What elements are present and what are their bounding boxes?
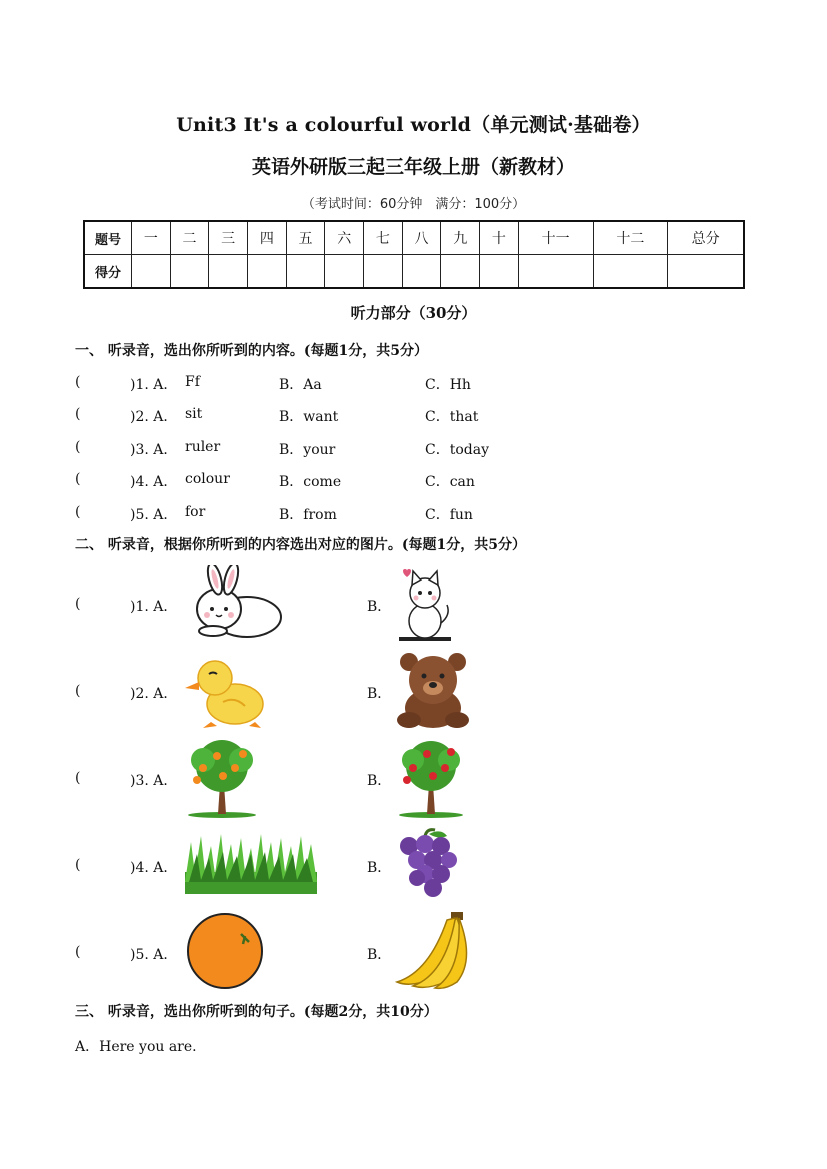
score-cell[interactable] [325, 255, 364, 289]
grass-icon[interactable] [185, 832, 317, 894]
score-col-3: 三 [209, 221, 248, 255]
score-cell[interactable] [402, 255, 441, 289]
paren-open: ( [75, 406, 81, 422]
option-b-label: B． [367, 860, 392, 876]
paren-open: ( [75, 596, 81, 612]
section3-heading: 三、 听录音，选出你所听到的句子。(每题2分，共10分） [75, 1004, 438, 1020]
score-cell[interactable] [248, 255, 287, 289]
score-col-total: 总分 [668, 221, 744, 255]
page-title: Unit3 It's a colourful world（单元测试·基础卷） [176, 114, 651, 136]
score-col-2: 二 [170, 221, 209, 255]
cat-icon[interactable] [397, 565, 453, 643]
option-b[interactable]: B．your [279, 442, 336, 458]
score-cell[interactable] [364, 255, 403, 289]
option-b[interactable]: B．want [279, 409, 339, 425]
section1-heading: 一、 听录音，选出你所听到的内容。(每题1分，共5分） [75, 343, 428, 359]
score-table [83, 220, 745, 289]
page-subtitle: 英语外研版三起三年级上册（新教材） [251, 156, 575, 178]
score-cell[interactable] [518, 255, 593, 289]
paren-open: ( [75, 504, 81, 520]
banana-icon[interactable] [393, 912, 475, 990]
paren-open: ( [75, 944, 81, 960]
score-col-7: 七 [364, 221, 403, 255]
s2-question-1 [75, 565, 675, 645]
option-b-label: B． [367, 773, 392, 789]
bear-icon[interactable] [393, 652, 473, 730]
score-col-12: 十二 [593, 221, 668, 255]
score-col-9: 九 [441, 221, 480, 255]
question-number: )3. A． [130, 773, 178, 789]
score-cell[interactable] [668, 255, 744, 289]
orange-tree-icon[interactable] [183, 738, 261, 818]
score-col-11: 十一 [518, 221, 593, 255]
option-b-label: B． [367, 686, 392, 702]
option-a[interactable]: Ff [185, 374, 200, 390]
question-number: )5. A． [130, 507, 178, 523]
score-col-6: 六 [325, 221, 364, 255]
s1-question-3 [75, 439, 635, 459]
paren-open: ( [75, 857, 81, 873]
s1-question-5 [75, 504, 635, 524]
question-number: )5. A． [130, 947, 178, 963]
score-col-5: 五 [286, 221, 325, 255]
rabbit-icon[interactable] [185, 565, 285, 643]
question-number: )3. A． [130, 442, 178, 458]
score-cell[interactable] [593, 255, 668, 289]
score-col-1: 一 [132, 221, 171, 255]
section3-option-a[interactable]: A．Here you are. [75, 1039, 197, 1055]
question-number: )4. A． [130, 860, 178, 876]
question-number: )4. A． [130, 474, 178, 490]
score-cell[interactable] [132, 255, 171, 289]
paren-open: ( [75, 439, 81, 455]
question-number: )2. A． [130, 686, 178, 702]
option-a[interactable]: sit [185, 406, 203, 422]
paren-open: ( [75, 683, 81, 699]
question-number: )2. A． [130, 409, 178, 425]
option-b[interactable]: B．come [279, 474, 342, 490]
score-col-8: 八 [402, 221, 441, 255]
option-c[interactable]: C．that [425, 409, 479, 425]
option-c[interactable]: C．can [425, 474, 475, 490]
s2-question-3 [75, 738, 675, 818]
paren-open: ( [75, 471, 81, 487]
option-a[interactable]: colour [185, 471, 230, 487]
option-b[interactable]: B．Aa [279, 377, 322, 393]
paren-open: ( [75, 770, 81, 786]
s1-question-1 [75, 374, 635, 394]
option-b-label: B． [367, 599, 392, 615]
score-cell[interactable] [209, 255, 248, 289]
option-b-label: B． [367, 947, 392, 963]
orange-icon[interactable] [185, 912, 265, 990]
score-table-header-row [84, 221, 744, 255]
score-cell[interactable] [286, 255, 325, 289]
s2-question-2 [75, 652, 675, 732]
option-c[interactable]: C．fun [425, 507, 473, 523]
score-cell[interactable] [441, 255, 480, 289]
score-table-label: 题号 [84, 221, 132, 255]
s2-question-4 [75, 826, 675, 906]
grapes-icon[interactable] [395, 826, 459, 904]
section2-heading: 二、 听录音，根据你所听到的内容选出对应的图片。(每题1分，共5分） [75, 537, 526, 553]
score-table-score-label: 得分 [84, 255, 132, 289]
exam-info: （考试时间：60分钟 满分：100分） [301, 197, 526, 212]
s1-question-4 [75, 471, 635, 491]
option-a[interactable]: for [185, 504, 206, 520]
option-c[interactable]: C．Hh [425, 377, 471, 393]
score-cell[interactable] [170, 255, 209, 289]
option-a[interactable]: ruler [185, 439, 221, 455]
duck-icon[interactable] [183, 652, 267, 730]
score-col-4: 四 [248, 221, 287, 255]
score-table-score-row [84, 255, 744, 289]
s2-question-5 [75, 912, 675, 992]
s1-question-2 [75, 406, 635, 426]
option-b[interactable]: B．from [279, 507, 337, 523]
apple-tree-icon[interactable] [395, 738, 467, 818]
score-col-10: 十 [480, 221, 519, 255]
question-number: )1. A． [130, 599, 178, 615]
option-c[interactable]: C．today [425, 442, 489, 458]
score-cell[interactable] [480, 255, 519, 289]
question-number: )1. A． [130, 377, 178, 393]
listening-title: 听力部分（30分） [350, 304, 477, 322]
paren-open: ( [75, 374, 81, 390]
